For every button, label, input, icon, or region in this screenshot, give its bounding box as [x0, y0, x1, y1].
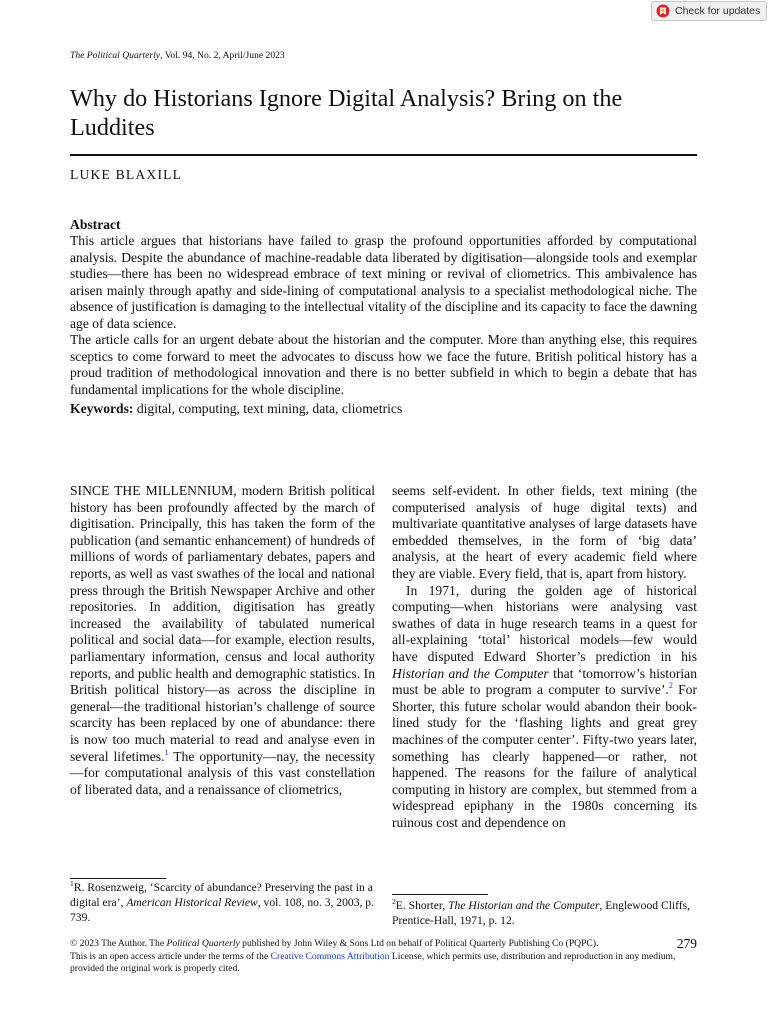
body-paragraph: [392, 583, 697, 832]
footnote-2: [392, 898, 697, 928]
body-text: In 1971, during the golden age of historical computing—when historians were analysing vast swathes of data in huge research teams in a quest for all-explaining ‘total’ historical models—few would have disputed Edward Shorter’s prediction in his: [392, 582, 697, 664]
body-column-left: [70, 483, 375, 798]
footnote-text: , vol. 108, no. 3, 2003, p. 739.: [70, 896, 374, 925]
keywords-label: Keywords:: [70, 401, 134, 416]
journal-details: , Vol. 94, No. 2, April/June 2023: [160, 50, 285, 61]
author-name: LUKE BLAXILL: [70, 167, 183, 182]
footnote-number: 1: [70, 879, 74, 888]
abstract-heading: Abstract: [70, 217, 121, 232]
body-paragraph: [70, 483, 375, 798]
crossmark-icon: [656, 4, 670, 18]
body-text: that ‘tomorrow’s historian must be able to program a computer to survive’.: [392, 665, 698, 698]
footnote-rule-right: [392, 894, 488, 895]
footnote-rule-left: [70, 878, 166, 879]
footnote-text: E. Shorter,: [395, 899, 449, 912]
abstract-section: [70, 217, 697, 418]
footnote-1: [70, 880, 375, 926]
abstract-paragraph-2: The article calls for an urgent debate about the historian and the computer. More than anything else, this requires sceptics to come forward to meet the advocates to discuss how we face the future. British political history has a proud tradition of methodological innovation and there is no better subfield in which to begin a debate that has fundamental implications for the whole discipline.: [70, 332, 697, 397]
footnote-book: The Historian and the Computer: [448, 899, 600, 912]
body-column-right: [392, 483, 697, 831]
footer-line-1: [70, 938, 697, 951]
footer-text: License, which permits use, distribution and reproduction in any medium, provided the original work is properly cited.: [70, 950, 676, 975]
footnote-text: , Englewood Cliffs, Prentice-Hall, 1971, p. 12.: [392, 899, 691, 928]
check-for-updates-button[interactable]: [651, 1, 767, 21]
footnote-journal: American Historical Review: [126, 896, 258, 910]
footnote-ref-1[interactable]: 1: [164, 747, 169, 757]
abstract-paragraph-1: This article argues that historians have failed to grasp the profound opportunities afforded by computational analysis. Despite the abundance of machine-readable data liberated by digitisation—alongside tools and exemplar studies—there has been no widespread embrace of text mining or revival of cliometrics. This ambivalence has arisen mainly through apathy and side-lining of computational analysis to a specialist methodological niche. The absence of justification is damaging to the intellectual vitality of the discipline and its capacity to face the dawning age of data science.: [70, 233, 697, 331]
journal-citation: [70, 50, 285, 61]
footnote-number: 2: [392, 897, 396, 906]
article-title: Why do Historians Ignore Digital Analysis? Bring on the Luddites: [70, 85, 623, 141]
footer-text: This is an open access article under the terms of the: [70, 950, 271, 962]
body-paragraph: seems self-evident. In other fields, text mining (the computerised analysis of huge digital texts) and multivariate quantitative analyses of large datasets have embedded themselves, in the form of ‘big data’ analysis, at the heart of every academic field where they are viable. Every field, that is, apart from history.: [392, 483, 697, 581]
copyright-footer: [70, 938, 697, 976]
book-title: Historian and the Computer: [392, 665, 549, 681]
footer-text: published by John Wiley & Sons Ltd on behalf of Political Quarterly Publishing Co (PQPC).: [239, 938, 599, 949]
footnote-ref-2[interactable]: 2: [668, 681, 673, 691]
body-text: SINCE THE MILLENNIUM, modern British political history has been profoundly affected by the march of digitisation. Principally, this has taken the form of the publication (and semantic enhancement) of hundreds of millions of words of parliamentary debates, papers and reports, as well as vast swathes of the local and national press through the British Newspaper Archive and other repositories. In addition, digitisation has greatly increased the availability of tabulated numerical political and social data—for example, election results, parliamentary information, census and local authority reports, and public health and demographic statistics. In British political history—as across the discipline in general—the traditional historian’s challenge of source scarcity has been replaced by one of abundance: there is now too much material to read and analyse even in several lifetimes.: [70, 483, 375, 764]
check-for-updates-label: Check for updates: [675, 5, 761, 17]
body-text: For Shorter, this future scholar would abandon their book-lined study for the ‘flashing lights and great grey machines of the computer center’. Fifty-two years later, something has clearly happened—or rather, not happened. The reasons for the failure of analytical computing in history are complex, but stemmed from a widespread epiphany in the 1980s concerning its ruinous cost and dependence on: [392, 682, 697, 830]
body-text: The opportunity—nay, the necessity—for computational analysis of this vast constellation of liberated data, and a renaissance of cliometrics,: [70, 748, 375, 797]
footnote-text: R. Rosenzweig, ‘Scarcity of abundance? Preserving the past in a digital era’,: [70, 881, 373, 910]
journal-name: The Political Quarterly: [70, 50, 161, 61]
page-number: 279: [676, 936, 697, 951]
title-rule: [70, 154, 697, 156]
keywords-list: digital, computing, text mining, data, cliometrics: [133, 401, 403, 416]
footer-line-2: [70, 951, 697, 976]
keywords: [70, 401, 697, 418]
footer-journal: Political Quarterly: [166, 938, 240, 949]
license-link[interactable]: Creative Commons Attribution: [270, 950, 390, 962]
footer-text: © 2023 The Author. The: [70, 938, 167, 949]
